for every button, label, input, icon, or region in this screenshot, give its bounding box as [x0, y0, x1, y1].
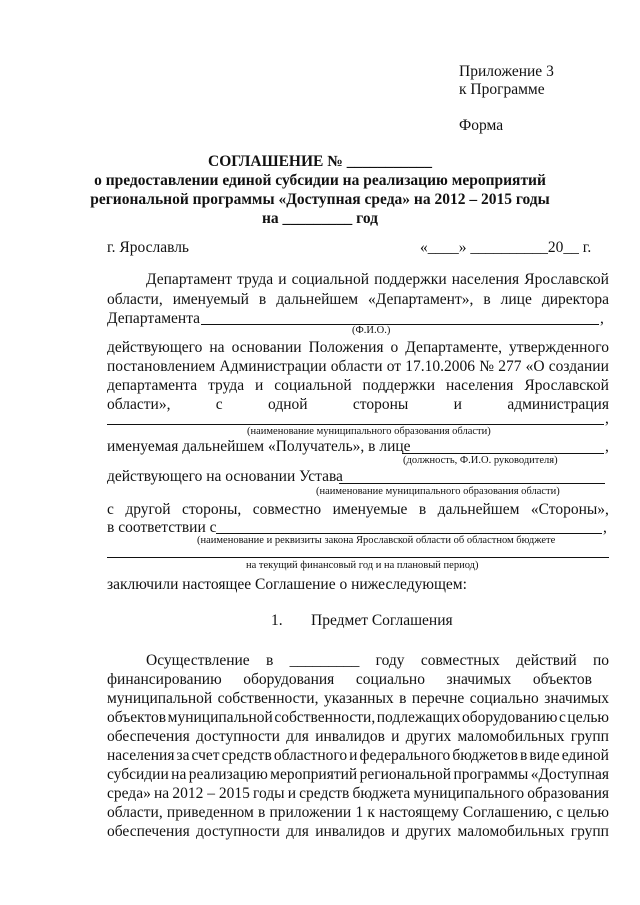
word: создании [548, 358, 609, 375]
p1-line-11 [107, 500, 609, 519]
word: поддержки [362, 377, 436, 394]
word: области», [107, 396, 171, 413]
word: обеспечения [107, 823, 190, 840]
p2-line-3 [107, 689, 609, 708]
p1-line-10: действующего на основании Устава [107, 468, 343, 485]
word: социальной [291, 271, 369, 288]
word: с [107, 501, 114, 518]
word: доступности [196, 823, 280, 840]
agreement-subtitle-2: региональной программы «Доступная среда» на 2012 – 2015 годы [90, 191, 550, 208]
caption-period: на текущий финансовый год и на плановый период) [246, 560, 479, 571]
word: 2012 – 2015 [172, 785, 250, 802]
word: населения [107, 747, 175, 764]
agreement-title: СОГЛАШЕНИЕ № ___________ [208, 153, 432, 170]
p1-line-2 [107, 290, 609, 309]
word: «Доступная [530, 766, 609, 783]
municipality-line [107, 424, 604, 425]
word: Осуществление [146, 652, 250, 669]
section-title: Предмет Соглашения [311, 612, 453, 629]
word: собственности, [274, 709, 376, 726]
word: в [483, 291, 491, 308]
word: в [257, 804, 266, 821]
p1-line-3-comma: , [600, 310, 604, 327]
word: Администрации [219, 358, 327, 375]
word: в [399, 690, 407, 707]
section-number: 1. [271, 612, 283, 629]
word: труда [208, 377, 245, 394]
word: на [171, 766, 187, 783]
word: администрация [507, 396, 609, 413]
word: дальнейшем [276, 291, 359, 308]
word: региональной [359, 766, 452, 783]
word: мероприятий [270, 766, 358, 783]
p2-line-7 [107, 765, 609, 784]
word: социально [469, 690, 539, 707]
word: в [418, 501, 427, 518]
word: поддержки [374, 271, 447, 288]
word: бюджета [352, 785, 411, 802]
word: собственности, [217, 690, 319, 707]
word: оборудованию [461, 709, 558, 726]
word: и [453, 396, 462, 413]
word: в [258, 291, 267, 308]
p1-line-9: именуемая дальнейшем «Получатель», в лице [107, 438, 411, 455]
word: году [375, 652, 405, 669]
word: труда [237, 271, 274, 288]
word: маломобильных [457, 728, 565, 745]
p1-line-8-comma: , [605, 410, 609, 427]
word: 1 [355, 804, 364, 821]
word: 277 [498, 358, 522, 375]
word: социально [355, 671, 425, 688]
p1-line-6 [107, 376, 609, 395]
word: социальной [274, 377, 352, 394]
law-line [216, 533, 602, 534]
word: и [349, 747, 358, 764]
word: от [386, 358, 402, 375]
caption-municipality: (наименование муниципального образования области) [247, 426, 491, 437]
word: целью [567, 709, 609, 726]
word: утвержденного [509, 339, 609, 356]
word: директора [541, 291, 609, 308]
word: целью [567, 804, 609, 821]
word: программы [453, 766, 529, 783]
word: на [153, 785, 170, 802]
p1-line-9-comma: , [605, 438, 609, 455]
word: в [519, 747, 528, 764]
word: за [176, 747, 190, 764]
word: маломобильных [457, 823, 565, 840]
appendix-label: Приложение 3 [459, 63, 554, 80]
agreement-subtitle-1: о предоставлении единой субсидии на реализацию мероприятий [94, 172, 546, 189]
word: и [278, 271, 287, 288]
city: г. Ярославль [107, 239, 189, 256]
director-name-line [201, 324, 599, 325]
word: дальнейшем [437, 501, 520, 518]
word: действий [516, 652, 577, 669]
word: совместно [252, 501, 322, 518]
word: обеспечения [107, 728, 190, 745]
word: для [286, 823, 309, 840]
word: совместных [420, 652, 500, 669]
word: Соглашению, [462, 804, 553, 821]
program-label: к Программе [459, 81, 545, 98]
word: образования [527, 785, 609, 802]
word: областного [273, 747, 348, 764]
word: приложении [269, 804, 352, 821]
word: постановлением [107, 358, 216, 375]
word: к [367, 804, 375, 821]
word: виде [529, 747, 560, 764]
word: _________ [289, 652, 360, 669]
word: «О [525, 358, 545, 375]
word: федерального [359, 747, 451, 764]
word: области, [107, 804, 163, 821]
word: «Стороны», [530, 501, 609, 518]
p2-line-10 [107, 822, 609, 841]
word: других [405, 728, 452, 745]
word: области, [107, 291, 163, 308]
word: объектов [532, 671, 592, 688]
word: подлежащих [376, 709, 461, 726]
word: стороны [352, 396, 409, 413]
caption-fio: (Ф.И.О.) [352, 325, 391, 336]
p1-line-3: Департамента [107, 310, 201, 327]
word: № [479, 358, 494, 375]
word: доступности [196, 728, 280, 745]
word: для [286, 728, 309, 745]
word: именуемые [332, 501, 408, 518]
word: и [391, 823, 400, 840]
word: оборудования [243, 671, 335, 688]
word: реализацию [188, 766, 268, 783]
word: населения [451, 271, 520, 288]
word: 17.10.2006 [405, 358, 476, 375]
p2-line-4 [107, 708, 609, 727]
word: области [330, 358, 383, 375]
word: и [255, 377, 264, 394]
word: инвалидов [315, 823, 385, 840]
word: основании [231, 339, 302, 356]
p1-line-5 [107, 357, 609, 376]
word: муниципальной [107, 690, 213, 707]
word: приведенном [166, 804, 254, 821]
word: средств [299, 785, 350, 802]
word: Департаменте, [405, 339, 503, 356]
word: годы [252, 785, 285, 802]
word: групп [570, 823, 609, 840]
word: Департамент [146, 271, 232, 288]
word: перечне [411, 690, 465, 707]
word: других [405, 823, 452, 840]
word: «Департамент», [368, 291, 474, 308]
agreement-year: на _________ год [262, 210, 378, 227]
word: населения [445, 377, 514, 394]
caption-position: (должность, Ф.И.О. руководителя) [403, 455, 558, 466]
word: средств [221, 747, 272, 764]
word: счет [191, 747, 220, 764]
p2-line-5 [107, 727, 609, 746]
word: и [391, 728, 400, 745]
word: о [390, 339, 399, 356]
word: именуемый [172, 291, 249, 308]
word: с [556, 804, 564, 821]
word: значимых [544, 690, 609, 707]
word: Ярославской [524, 377, 609, 394]
p1-line-12: в соответствии с [107, 519, 217, 536]
caption-municipality-2: (наименование муниципального образования области) [316, 486, 560, 497]
word: групп [570, 728, 609, 745]
word: по [592, 652, 609, 669]
word: и [287, 785, 297, 802]
word: Ярославской [524, 271, 609, 288]
word: стороны, [181, 501, 242, 518]
word: департамента [107, 377, 198, 394]
word: единой [561, 747, 609, 764]
charter-line [339, 483, 605, 484]
word: другой [125, 501, 171, 518]
word: настоящему [379, 804, 459, 821]
word: с [558, 709, 566, 726]
p2-line-9 [107, 803, 609, 822]
word: среда» [107, 785, 151, 802]
p1-line-4 [107, 338, 609, 357]
word: финансированию [107, 671, 222, 688]
word: Положения [308, 339, 384, 356]
caption-law: (наименование и реквизиты закона Ярославской области об областном бюджете [197, 535, 556, 546]
word: муниципального [413, 785, 525, 802]
word: объектов [107, 709, 167, 726]
word: одной [268, 396, 308, 413]
word: указанных [323, 690, 394, 707]
p2-line-2 [107, 670, 592, 689]
word: субсидии [107, 766, 169, 783]
word: с [215, 396, 223, 413]
p1-line-1 [146, 270, 609, 289]
word: на [209, 339, 225, 356]
law-line-2 [107, 557, 609, 558]
word: лице [500, 291, 532, 308]
word: муниципальной [167, 709, 273, 726]
p1-line-7 [107, 395, 609, 414]
p2-line-6 [107, 746, 609, 765]
p2-line-8 [107, 784, 609, 803]
recipient-head-line [402, 453, 604, 454]
word: в [265, 652, 274, 669]
word: значимых [446, 671, 512, 688]
p1-line-12-comma: , [603, 519, 607, 536]
p2-line-1 [146, 651, 609, 670]
word: бюджетов [452, 747, 518, 764]
word: инвалидов [315, 728, 385, 745]
word: действующего [107, 339, 203, 356]
form-label: Форма [459, 117, 504, 134]
conclusion-text: заключили настоящее Соглашение о нижеследующем: [107, 576, 467, 593]
date: «____» __________20__ г. [420, 239, 592, 256]
